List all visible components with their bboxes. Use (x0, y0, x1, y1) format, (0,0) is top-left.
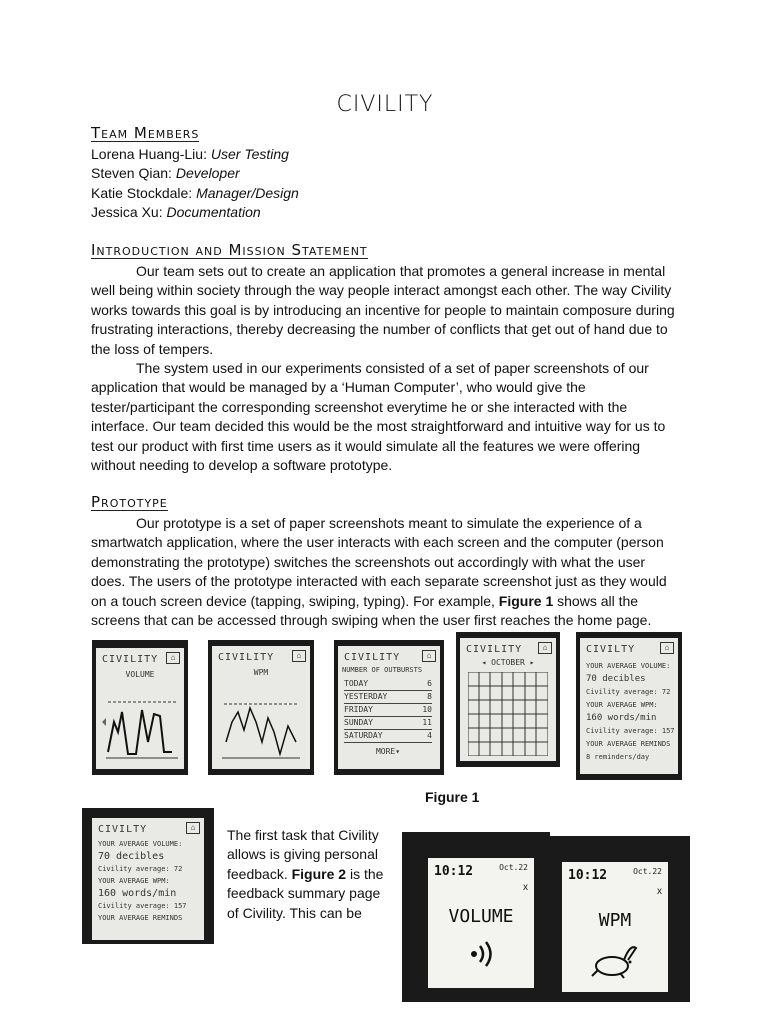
table-row (344, 691, 432, 704)
table-row (344, 730, 432, 743)
summary-line: Civility average: 157 (586, 727, 675, 735)
summary-line: 70 decibles (98, 851, 165, 862)
calendar-grid-sketch (468, 672, 548, 756)
summary-line: Civility average: 72 (98, 865, 183, 873)
row-count: 8 (427, 692, 432, 701)
screen-title: CIVILITY (344, 652, 401, 663)
figure1-photo-wpm (208, 640, 314, 775)
figure1-photo-volume (92, 640, 188, 775)
screen-subtitle: NUMBER OF OUTBURSTS (342, 666, 423, 674)
calendar-month: ◂ OCTOBER ▸ (481, 658, 535, 667)
figure1-photo-summary (576, 632, 682, 780)
prototype-text-b: shows all the screens that can be accessed through swiping when the user first reaches the home page. (91, 592, 652, 629)
intro-paragraph-2: The system used in our experiments consisted of a set of paper screenshots of our application that would be managed by a ‘Human Computer’, who would give the tester/participant the corresponding screenshot everytime he or she interacted with the interface. Our team decided this would be the most straightforward and intuitive way for us to test our product with first time users as it would simulate all the features we were offering without needing to develop a software prototype. (91, 360, 666, 474)
rabbit-icon (590, 940, 642, 980)
screen-title: CIVILITY (102, 654, 159, 665)
watch-label: WPM (598, 910, 632, 931)
paper-screen (96, 648, 184, 769)
member-role: Manager/Design (196, 185, 299, 201)
figure-2-ref: Figure 2 (291, 865, 347, 882)
member-line (91, 145, 289, 164)
table-row (344, 717, 432, 730)
figure2-text-a: The first task that Civility allows is giving personal feedback. (227, 827, 379, 882)
member-name: Lorena Huang-Liu: (91, 146, 211, 162)
watch-photo-volume (402, 832, 550, 1002)
summary-line: 70 decibles (586, 674, 646, 684)
intro-paragraph-1: Our team sets out to create an application that promotes a general increase in mental well being within society through the way people interact amongst each other. The way Civility works towards this goal is by introducing an incentive for people to maintain composure during frustrating interactions, thereby decreasing the number of conflicts that get out of hand due to the loss of tempers. (91, 263, 675, 357)
summary-line: YOUR AVERAGE WPM: (586, 701, 658, 709)
member-name: Jessica Xu: (91, 204, 167, 220)
paper-screen (460, 638, 556, 761)
prototype-paragraph (91, 514, 681, 630)
screen-title: CIVILTY (98, 824, 148, 835)
summary-line: YOUR AVERAGE REMINDS (98, 914, 183, 922)
summary-line: YOUR AVERAGE WPM: (98, 877, 170, 885)
more-button: MORE▾ (375, 747, 401, 756)
sound-wave-icon (468, 938, 498, 968)
summary-line: Civility average: 72 (586, 688, 671, 696)
summary-line: YOUR AVERAGE VOLUME: (98, 840, 183, 848)
screen-title: CIVILITY (466, 644, 523, 655)
outburst-table (344, 678, 432, 758)
wpm-graph-sketch (218, 682, 304, 764)
summary-line: Civility average: 157 (98, 902, 187, 910)
home-icon: ⌂ (422, 650, 436, 662)
prototype-heading: Prototype (91, 493, 168, 511)
figure1-photo-calendar (456, 632, 560, 767)
watch-time: 10:12 (434, 864, 474, 879)
row-day: SUNDAY (344, 718, 373, 727)
home-icon: ⌂ (166, 652, 180, 664)
volume-graph-sketch (102, 682, 180, 764)
watch-date: Oct.22 (499, 863, 528, 872)
intro-heading: Introduction and Mission Statement (91, 241, 368, 259)
summary-lines (586, 660, 675, 764)
row-day: TODAY (344, 679, 369, 688)
watch-screen (428, 858, 534, 988)
table-row (344, 704, 432, 717)
summary-lines (98, 838, 187, 924)
member-line (91, 184, 299, 203)
member-line (91, 164, 240, 183)
close-icon: x (523, 882, 528, 893)
member-line (91, 203, 261, 222)
member-role: Documentation (166, 204, 261, 220)
paper-screen (92, 818, 204, 940)
figure-1-caption: Figure 1 (425, 789, 480, 805)
close-icon: x (657, 886, 662, 897)
row-count: 11 (422, 718, 432, 727)
row-count: 10 (422, 705, 432, 714)
paper-screen (212, 646, 310, 769)
summary-line: 160 words/min (586, 713, 657, 723)
screen-subtitle: WPM (253, 668, 269, 677)
summary-line: YOUR AVERAGE VOLUME: (586, 662, 671, 670)
home-icon: ⌂ (538, 642, 552, 654)
watch-time: 10:12 (568, 868, 608, 883)
member-name: Katie Stockdale: (91, 185, 197, 201)
watch-screen (562, 862, 668, 992)
home-icon: ⌂ (292, 650, 306, 662)
row-day: FRIDAY (344, 705, 373, 714)
member-role: Developer (175, 165, 240, 181)
prototype-text-a: Our prototype is a set of paper screenshots meant to simulate the experience of a smartwatch application, where the user interacts with each screen and the computer (person demonstrating the prototype) switches the screenshots out accordingly with what the user does. The users of the prototype interacted with each separate screenshot just as they would on a touch screen device (tapping, swiping, typing). For example, (91, 515, 667, 609)
figure1-photo-outbursts (334, 640, 444, 775)
paper-screen (338, 646, 440, 769)
member-name: Steven Qian: (91, 165, 176, 181)
figure2-photo-summary (82, 808, 214, 944)
screen-title: CIVILTY (586, 644, 636, 655)
row-day: YESTERDAY (344, 692, 388, 701)
row-count: 6 (427, 679, 432, 688)
summary-line: 160 words/min (98, 888, 177, 899)
row-count: 4 (427, 731, 432, 740)
summary-line: YOUR AVERAGE REMINDS (586, 740, 671, 748)
figure2-description (227, 826, 387, 923)
team-heading: Team Members (91, 124, 200, 142)
watch-date: Oct.22 (633, 867, 662, 876)
screen-subtitle: VOLUME (125, 670, 155, 679)
figure2-text-b: is the feedback summary page of Civility. This can be (227, 865, 384, 921)
summary-line: 8 reminders/day (586, 753, 650, 761)
paper-screen (580, 638, 678, 774)
document-title: CIVILITY (336, 92, 434, 117)
table-row (344, 678, 432, 691)
screen-title: CIVILITY (218, 652, 275, 663)
watch-photo-wpm (542, 836, 690, 1002)
home-icon: ⌂ (186, 822, 200, 834)
row-day: SATURDAY (344, 731, 383, 740)
watch-label: VOLUME (448, 906, 514, 927)
member-role: User Testing (210, 146, 289, 162)
home-icon: ⌂ (660, 642, 674, 654)
figure-1-ref: Figure 1 (498, 592, 554, 609)
